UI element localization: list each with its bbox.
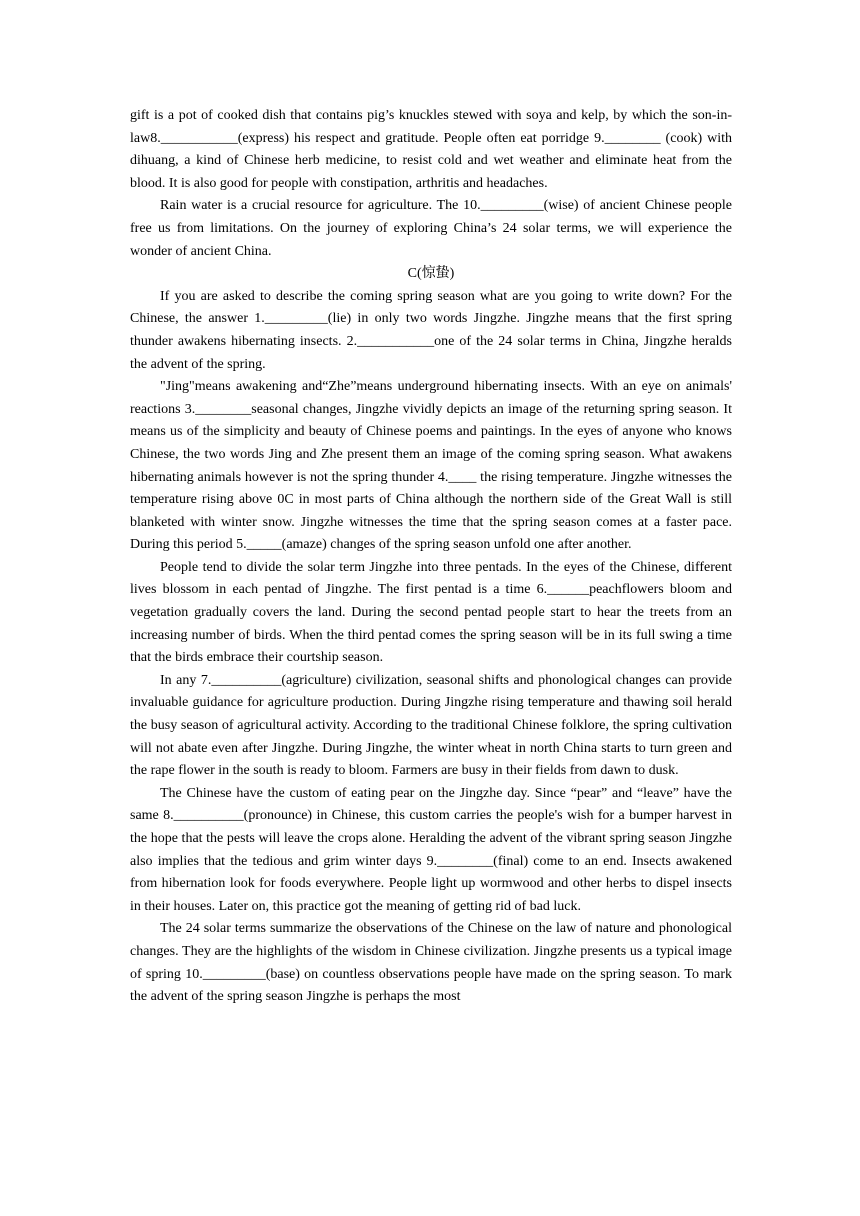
passage-c-paragraph-2: "Jing"means awakening and“Zhe”means underground hibernating insects. With an eye on animals' reactions 3.________seasonal changes, Jingzhe vividly depicts an image of the returning spring season. It means us of the simplicity and beauty of Chinese poems and paintings. In the eyes of anyone who knows Chinese, the two words Jing and Zhe present them an image of the coming spring season. What awakens hibernating animals however is not the spring thunder 4.____ the rising temperature. Jingzhe witnesses the temperature rising above 0C in most parts of China although the northern side of the Great Wall is still blanketed with winter snow. Jingzhe witnesses the time that the spring season comes at a faster pace. During this period 5._____(amaze) changes of the spring season unfold one after another. xyxy=(130,379,732,553)
passage-c-paragraph-1: If you are asked to describe the coming spring season what are you going to write down? For the Chinese, the answer 1._________(lie) in only two words Jingzhe. Jingzhe means that the first spring thunder awakens hibernating insects. 2.___________one of the 24 solar terms in China, Jingzhe heralds the advent of the spring. xyxy=(130,288,732,372)
passage-c-paragraph-5: The Chinese have the custom of eating pear on the Jingzhe day. Since “pear” and “leave” have the same 8.__________(pronounce) in Chinese, this custom carries the people's wish for a bumper harvest in the hope that the pests will leave the crops alone. Heralding the advent of the vibrant spring season Jingzhe also implies that the tedious and grim winter days 9.________(final) come to an end. Insects awakened from hibernation look for foods everywhere. People light up wormwood and other herbs to dispel insects in their houses. Later on, this practice got the meaning of getting rid of bad luck. xyxy=(130,785,732,914)
passage-b-paragraph-tail: gift is a pot of cooked dish that contains pig’s knuckles stewed with soya and kelp, by which the son-in-law8.___________(express) his respect and gratitude. People often eat porridge 9.________ (cook) with dihuang, a kind of Chinese herb medicine, to resist cold and wet weather and eliminate heat from the blood. It is also good for people with constipation, arthritis and headaches. xyxy=(130,108,732,191)
passage-c-paragraph-3: People tend to divide the solar term Jingzhe into three pentads. In the eyes of the Chinese, different lives blossom in each pentad of Jingzhe. The first pentad is a time 6.______peachflowers bloom and vegetation gradually covers the land. During the second pentad people start to hear the treets from an increasing number of birds. When the third pentad comes the spring season will be in its full swing a time that the birds embrace their courtship season. xyxy=(130,559,732,666)
passage-c-title: C(惊蛰) xyxy=(407,266,455,282)
passage-c-paragraph-6: The 24 solar terms summarize the observations of the Chinese on the law of nature and phonological changes. They are the highlights of the wisdom in Chinese civilization. Jingzhe presents us a typical image of spring 10._________(base) on countless observations people have made on the spring season. To mark the advent of the spring season Jingzhe is perhaps the most xyxy=(130,921,732,1005)
passage-b-paragraph-last: Rain water is a crucial resource for agriculture. The 10._________(wise) of ancient Chinese people free us from limitations. On the journey of exploring China’s 24 solar terms, we will experience the wonder of ancient China. xyxy=(130,198,732,259)
page-content xyxy=(130,105,732,1009)
passage-c-paragraph-4: In any 7.__________(agriculture) civilization, seasonal shifts and phonological changes can provide invaluable guidance for agriculture production. During Jingzhe rising temperature and thawing soil herald the busy season of agricultural activity. According to the traditional Chinese folklore, the spring cultivation will not abate even after Jingzhe. During Jingzhe, the winter wheat in north China starts to turn green and the rape flower in the south is ready to bloom. Farmers are busy in their fields from dawn to dusk. xyxy=(130,672,732,779)
